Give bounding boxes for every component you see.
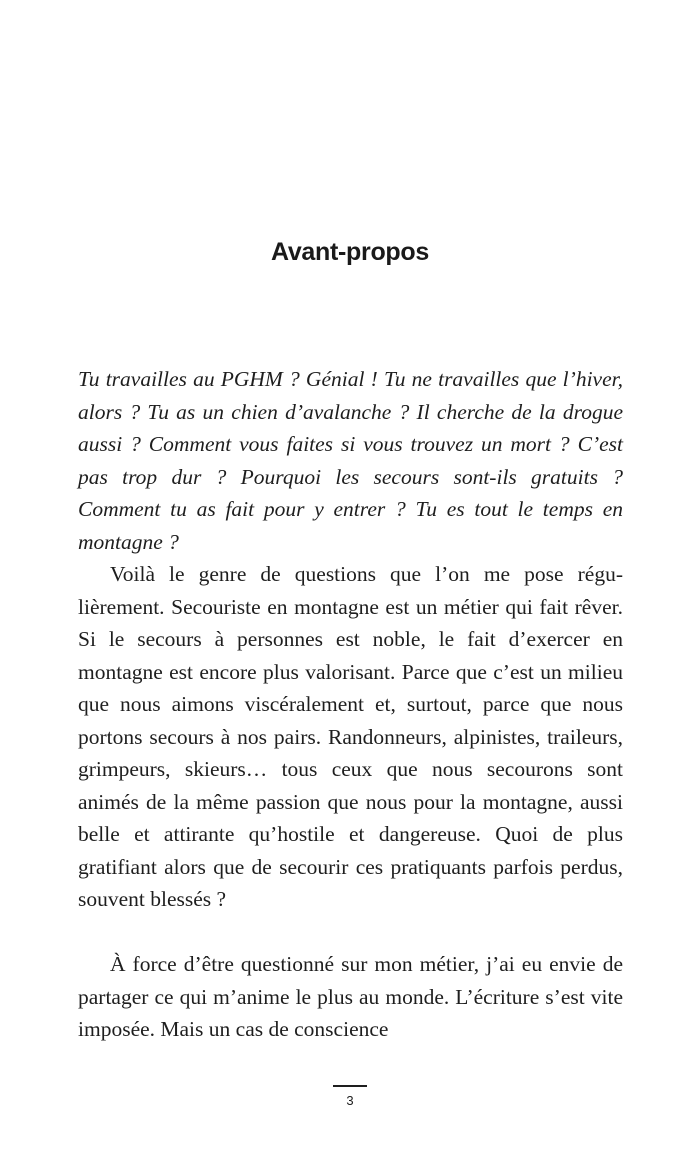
folio-rule	[333, 1085, 367, 1087]
paragraph-spacer	[78, 916, 623, 949]
chapter-title: Avant-propos	[271, 238, 429, 266]
opening-questions-paragraph: Tu travailles au PGHM ? Génial ! Tu ne travailles que l’hiver, alors ? Tu as un chien d’avalanche ? Il cherche de la drogue aussi ? Comment vous faites si vous trouvez un mort ? C’est pas trop dur ? Pourquoi les secours sont-ils gratuits ? Comment tu as fait pour y entrer ? Tu es tout le temps en montagne ?	[78, 367, 623, 554]
body-paragraph: Voilà le genre de questions que l’on me pose régulièrement. Secouriste en montagne est un métier qui fait rêver. Si le secours à personnes est noble, le fait d’exercer en montagne est encore plus valorisant. Parce que c’est un milieu que nous aimons viscéralement et, surtout, parce que nous portons secours à nos pairs. Randonneurs, alpinistes, traileurs, grimpeurs, skieurs… tous ceux que nous secourons sont animés de la même passion que nous pour la montagne, aussi belle et attirante qu’hostile et dangereuse. Quoi de plus gratifiant alors que de secourir ces pratiquants parfois perdus, souvent blessés ?	[78, 562, 623, 911]
body-text	[78, 363, 623, 1046]
body-paragraph: À force d’être questionné sur mon métier, j’ai eu envie de partager ce qui m’anime le plus au monde. L’écriture s’est vite imposée. Mais un cas de conscience	[78, 952, 623, 1041]
page-number: 3	[346, 1093, 354, 1108]
